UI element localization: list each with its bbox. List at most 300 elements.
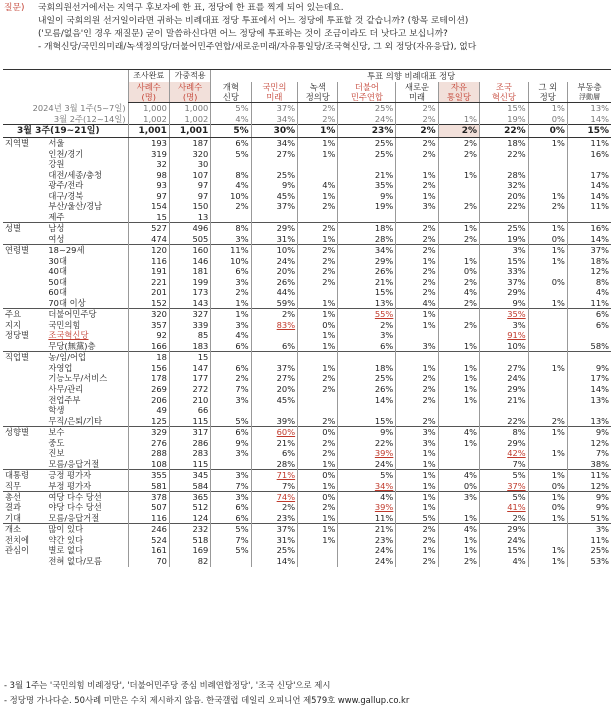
row-sub-label: 18~29세 — [45, 245, 128, 256]
row-value — [396, 159, 438, 170]
table-row — [3, 405, 611, 416]
row-value: 71% — [251, 470, 298, 481]
header-col-7b: 정당 — [528, 92, 567, 103]
row-weighted-count: 272 — [169, 384, 210, 395]
row-value: 15% — [480, 256, 529, 267]
question-line: - 개혁신당/국민의미래/녹색정의당/더불어민주연합/새로운미래/자유통일당/조국혁신당, 그 외 정당(자유응답), 없다 — [38, 42, 477, 52]
row-value: 1% — [211, 298, 251, 309]
row-group-label: 지지 — [5, 319, 22, 330]
row-value: 45% — [251, 395, 298, 406]
results-table — [3, 69, 611, 567]
header-col-6b: 혁신당 — [480, 92, 529, 103]
row-value — [567, 330, 611, 341]
row-group-label — [3, 448, 45, 459]
row-sub-label: 국민의힘 — [48, 319, 81, 330]
header-cases-w-unit: (명) — [169, 92, 210, 103]
row-sample-count: 269 — [128, 384, 169, 395]
row-value: 25% — [567, 545, 611, 556]
row-value: 26% — [251, 277, 298, 288]
row-value: 39% — [338, 448, 396, 459]
row-value: 0% — [298, 470, 338, 481]
header-col-0a: 개혁 — [211, 82, 251, 93]
row-value: 38% — [567, 459, 611, 470]
row-value: 1% — [438, 170, 479, 181]
row-value: 6% — [211, 427, 251, 438]
row-value: 16% — [567, 148, 611, 159]
row-value — [396, 405, 438, 416]
row-value: 5% — [338, 470, 396, 481]
row-value: 24% — [338, 114, 396, 125]
row-value: 2% — [480, 513, 529, 524]
row-value — [251, 212, 298, 223]
row-value: 9% — [567, 427, 611, 438]
row-sub-label: 대전/세종/충청 — [48, 169, 103, 180]
row-value: 37% — [251, 201, 298, 212]
row-sub-label: 조국혁신당 — [48, 330, 89, 341]
row-value: 1% — [298, 191, 338, 202]
row-weighted-count: 320 — [169, 148, 210, 159]
row-value: 24% — [480, 535, 529, 546]
row-value: 28% — [251, 459, 298, 470]
row-value: 2% — [396, 138, 438, 149]
row-value — [528, 212, 567, 223]
row-value: 9% — [251, 180, 298, 191]
row-value: 29% — [480, 524, 529, 535]
row-value: 3% — [211, 277, 251, 288]
row-value: 3% — [211, 448, 251, 459]
row-weighted-count: 146 — [169, 256, 210, 267]
row-value: 2% — [528, 416, 567, 427]
row-sub-label: 중도 — [48, 437, 65, 448]
row-value: 2% — [396, 180, 438, 191]
row-value — [251, 159, 298, 170]
row-group-label — [3, 384, 45, 395]
row-value: 37% — [251, 363, 298, 374]
row-value: 31% — [251, 535, 298, 546]
row-sub-label: 모름/응답거절 — [48, 512, 100, 523]
row-sample-count: 246 — [128, 524, 169, 535]
row-value: 7% — [211, 384, 251, 395]
row-value — [528, 309, 567, 320]
table-row — [3, 416, 611, 427]
row-value: 3% — [480, 245, 529, 256]
row-value: 24% — [338, 459, 396, 470]
row-value: 2% — [211, 201, 251, 212]
row-value — [251, 330, 298, 341]
row-value: 8% — [211, 223, 251, 234]
row-sub-label: 야당 다수 당선 — [48, 502, 102, 513]
row-value: 2% — [338, 320, 396, 331]
table-row — [3, 266, 611, 277]
row-weighted-count: 518 — [169, 535, 210, 546]
row-value: 53% — [567, 556, 611, 567]
header-col-1b: 미래 — [251, 92, 298, 103]
row-group-label — [3, 277, 45, 288]
row-value: 0% — [528, 125, 567, 138]
row-value: 8% — [567, 277, 611, 288]
table-row — [3, 448, 611, 459]
row-value: 1% — [396, 256, 438, 267]
row-value — [438, 416, 479, 427]
row-value: 2% — [438, 320, 479, 331]
row-value — [528, 352, 567, 363]
row-value: 4% — [438, 287, 479, 298]
row-value: 10% — [211, 256, 251, 267]
header-col-2a: 녹색 — [298, 82, 338, 93]
row-value — [251, 405, 298, 416]
row-value: 1% — [298, 138, 338, 149]
header-vote-group: 투표 의향 비례대표 정당 — [211, 70, 611, 82]
row-value: 15% — [338, 416, 396, 427]
row-value: 3% — [567, 524, 611, 535]
row-value: 37% — [480, 277, 529, 288]
row-value: 11% — [567, 201, 611, 212]
row-value: 0% — [528, 234, 567, 245]
table-row — [3, 212, 611, 223]
row-value: 25% — [338, 103, 396, 114]
row-sub-label: 학생 — [48, 405, 65, 416]
row-group-label: 3월 3주(19~21일) — [3, 125, 128, 138]
row-sub-label: 여성 — [48, 233, 65, 244]
row-weighted-count: 85 — [169, 330, 210, 341]
row-value — [528, 459, 567, 470]
row-group-label — [3, 266, 45, 277]
row-value — [211, 352, 251, 363]
row-group-label — [3, 556, 45, 567]
row-value: 25% — [480, 223, 529, 234]
row-value: 3% — [338, 330, 396, 341]
row-value: 31% — [251, 234, 298, 245]
row-value — [438, 352, 479, 363]
row-value: 1% — [528, 245, 567, 256]
row-value: 11% — [211, 245, 251, 256]
table-row — [3, 395, 611, 406]
table-row — [3, 373, 611, 384]
row-group-label — [3, 201, 45, 212]
row-sample-count: 156 — [128, 363, 169, 374]
row-sample-count: 152 — [128, 298, 169, 309]
row-value: 1% — [528, 256, 567, 267]
row-value: 2% — [298, 373, 338, 384]
row-value: 2% — [396, 234, 438, 245]
row-value: 2% — [438, 277, 479, 288]
row-weighted-count: 15 — [169, 352, 210, 363]
row-value: 27% — [251, 148, 298, 159]
row-value: 1% — [396, 545, 438, 556]
row-value: 1% — [528, 298, 567, 309]
header-col-4b: 미래 — [396, 92, 438, 103]
row-value: 18% — [338, 363, 396, 374]
row-sample-count: 355 — [128, 470, 169, 481]
question-tag: 질문) — [4, 3, 25, 13]
row-sub-label: 많이 있다 — [45, 524, 128, 535]
row-value: 2% — [438, 298, 479, 309]
row-value: 22% — [480, 416, 529, 427]
table-row — [3, 148, 611, 159]
row-group-label — [3, 298, 45, 309]
row-value: 27% — [251, 373, 298, 384]
row-value: 39% — [338, 502, 396, 513]
table-row — [3, 277, 611, 288]
table-row — [3, 502, 611, 513]
table-row — [3, 309, 611, 320]
row-value: 0% — [298, 491, 338, 502]
row-group-label — [3, 148, 45, 159]
row-value — [298, 287, 338, 298]
row-weighted-count: 143 — [169, 298, 210, 309]
row-group-label — [3, 170, 45, 181]
row-value: 1% — [528, 545, 567, 556]
row-value: 13% — [567, 103, 611, 114]
row-weighted-count: 584 — [169, 481, 210, 492]
row-sub-label: 인천/경기 — [48, 148, 84, 159]
row-value: 74% — [251, 491, 298, 502]
row-value: 1% — [298, 330, 338, 341]
row-weighted-count: 160 — [169, 245, 210, 256]
row-value: 6% — [567, 309, 611, 320]
row-value: 20% — [480, 191, 529, 202]
row-value: 2% — [396, 125, 438, 138]
header-col-3b: 민주연합 — [338, 92, 396, 103]
table-row — [3, 103, 611, 114]
row-value: 2% — [438, 234, 479, 245]
row-value — [438, 159, 479, 170]
header-col-3a: 더불어 — [338, 82, 396, 93]
row-value — [438, 103, 479, 114]
row-sub-label: 농/임/어업 — [45, 352, 128, 363]
row-value: 1% — [528, 448, 567, 459]
row-sample-count: 166 — [128, 341, 169, 352]
row-value: 44% — [251, 287, 298, 298]
row-value: 35% — [480, 309, 529, 320]
row-value: 37% — [567, 245, 611, 256]
row-value: 2% — [396, 148, 438, 159]
row-value: 14% — [567, 191, 611, 202]
row-value: 5% — [480, 491, 529, 502]
row-sub-label: 긍정 평가자 — [45, 470, 128, 481]
row-value: 4% — [211, 180, 251, 191]
row-value: 37% — [480, 481, 529, 492]
row-value: 2% — [298, 266, 338, 277]
row-value: 2% — [396, 223, 438, 234]
row-weighted-count: 150 — [169, 201, 210, 212]
row-value: 13% — [567, 395, 611, 406]
row-value: 17% — [567, 170, 611, 181]
row-sub-label: 광주/전라 — [48, 180, 84, 191]
row-value: 1% — [298, 309, 338, 320]
row-sub-label: 자영업 — [48, 362, 73, 373]
table-row — [3, 481, 611, 492]
row-value — [298, 556, 338, 567]
row-value: 25% — [251, 170, 298, 181]
header-col-0b: 신당 — [211, 92, 251, 103]
table-row — [3, 234, 611, 245]
header-cases-w: 사례수 — [169, 82, 210, 93]
row-value: 34% — [251, 138, 298, 149]
row-value: 29% — [338, 256, 396, 267]
row-value: 7% — [251, 481, 298, 492]
row-value: 29% — [480, 384, 529, 395]
row-value: 2% — [298, 201, 338, 212]
row-value: 24% — [338, 556, 396, 567]
row-value: 2% — [251, 502, 298, 513]
row-group-label: 지역별 — [3, 138, 45, 149]
row-value: 22% — [480, 148, 529, 159]
row-value: 1% — [396, 170, 438, 181]
row-sample-count: 18 — [128, 352, 169, 363]
row-weighted-count: 124 — [169, 513, 210, 524]
row-value: 1% — [438, 114, 479, 125]
row-sample-count: 125 — [128, 416, 169, 427]
header-weight-group: 가중적용 — [169, 70, 210, 82]
row-value: 1% — [528, 513, 567, 524]
row-value: 2% — [396, 524, 438, 535]
row-sub-label: 서울 — [45, 138, 128, 149]
row-value: 1% — [438, 535, 479, 546]
row-value: 21% — [338, 170, 396, 181]
row-value: 21% — [480, 395, 529, 406]
table-row — [3, 298, 611, 309]
row-value: 0% — [528, 114, 567, 125]
row-value: 5% — [211, 125, 251, 138]
row-sub-label: 부정 평가자 — [48, 480, 92, 491]
row-value — [438, 448, 479, 459]
row-value — [438, 309, 479, 320]
table-row — [3, 363, 611, 374]
row-value: 18% — [338, 223, 396, 234]
row-value — [438, 502, 479, 513]
row-value: 1% — [298, 535, 338, 546]
row-value: 19% — [480, 234, 529, 245]
row-group-label: 직업별 — [3, 352, 45, 363]
row-sub-label: 약간 있다 — [48, 534, 84, 545]
row-value: 8% — [480, 427, 529, 438]
row-value: 2% — [438, 125, 479, 138]
row-value: 9% — [567, 502, 611, 513]
table-row — [3, 320, 611, 331]
row-value: 1% — [438, 223, 479, 234]
row-value: 4% — [211, 114, 251, 125]
row-value: 1% — [298, 513, 338, 524]
row-value: 12% — [567, 266, 611, 277]
row-value: 1% — [298, 363, 338, 374]
row-value: 11% — [567, 470, 611, 481]
row-value — [567, 405, 611, 416]
row-sub-label: 보수 — [45, 427, 128, 438]
row-value: 2% — [396, 384, 438, 395]
row-value: 0% — [438, 266, 479, 277]
row-value — [567, 159, 611, 170]
row-value: 1% — [396, 459, 438, 470]
row-value: 15% — [480, 103, 529, 114]
table-row — [3, 287, 611, 298]
row-value: 1% — [396, 481, 438, 492]
row-value: 59% — [251, 298, 298, 309]
row-value: 17% — [567, 373, 611, 384]
row-sample-count: 319 — [128, 148, 169, 159]
row-value: 11% — [567, 535, 611, 546]
row-sample-count: 178 — [128, 373, 169, 384]
row-value — [528, 170, 567, 181]
row-value: 1% — [528, 427, 567, 438]
row-value — [480, 352, 529, 363]
row-weighted-count: 13 — [169, 212, 210, 223]
row-value: 32% — [480, 180, 529, 191]
row-value: 1% — [298, 148, 338, 159]
row-value — [438, 212, 479, 223]
row-group-label: 직무 — [5, 480, 22, 491]
row-group-label — [3, 159, 45, 170]
row-sample-count: 193 — [128, 138, 169, 149]
row-value: 23% — [338, 125, 396, 138]
row-group-label — [3, 405, 45, 416]
row-value: 2% — [438, 148, 479, 159]
row-value: 2% — [396, 535, 438, 546]
row-value: 21% — [251, 438, 298, 449]
row-value: 3% — [211, 320, 251, 331]
row-sample-count: 32 — [128, 159, 169, 170]
table-row — [3, 352, 611, 363]
row-value — [338, 159, 396, 170]
row-value: 2% — [298, 103, 338, 114]
row-value: 14% — [338, 395, 396, 406]
header-col-7a: 그 외 — [528, 82, 567, 93]
row-value: 23% — [338, 535, 396, 546]
row-value: 24% — [338, 545, 396, 556]
row-weighted-count: 365 — [169, 491, 210, 502]
row-value: 5% — [480, 470, 529, 481]
row-weighted-count: 1,001 — [169, 125, 210, 138]
row-value — [528, 341, 567, 352]
row-group-label — [3, 459, 45, 470]
row-value: 58% — [567, 341, 611, 352]
header-col-5a: 자유 — [438, 82, 479, 93]
row-sample-count: 120 — [128, 245, 169, 256]
row-sample-count: 474 — [128, 234, 169, 245]
row-value: 1% — [528, 103, 567, 114]
row-value — [438, 191, 479, 202]
row-weighted-count: 82 — [169, 556, 210, 567]
table-row — [3, 545, 611, 556]
row-value: 2% — [396, 395, 438, 406]
table-row — [3, 191, 611, 202]
row-value — [298, 212, 338, 223]
row-sample-count: 154 — [128, 201, 169, 212]
row-value: 6% — [211, 502, 251, 513]
row-value: 2% — [298, 416, 338, 427]
table-row — [3, 491, 611, 502]
row-sample-count: 524 — [128, 535, 169, 546]
row-value: 27% — [480, 363, 529, 374]
row-value: 1% — [438, 256, 479, 267]
row-value: 1% — [438, 513, 479, 524]
header-cases-a-unit: (명) — [128, 92, 169, 103]
row-value: 24% — [480, 373, 529, 384]
row-value: 0% — [528, 277, 567, 288]
header-col-4a: 새로운 — [396, 82, 438, 93]
table-row — [3, 556, 611, 567]
row-value: 19% — [338, 201, 396, 212]
row-value: 1% — [438, 373, 479, 384]
row-value: 14% — [567, 114, 611, 125]
row-group-label — [3, 287, 45, 298]
row-value: 1% — [396, 309, 438, 320]
row-value: 4% — [298, 180, 338, 191]
row-weighted-count: 187 — [169, 138, 210, 149]
footnote-line: - 3월 1주는 '국민의힘 비례정당', '더불어민주당 중심 비례연합정당', '조국 신당'으로 제시 — [4, 680, 331, 690]
row-value: 33% — [480, 266, 529, 277]
row-value: 1% — [438, 545, 479, 556]
